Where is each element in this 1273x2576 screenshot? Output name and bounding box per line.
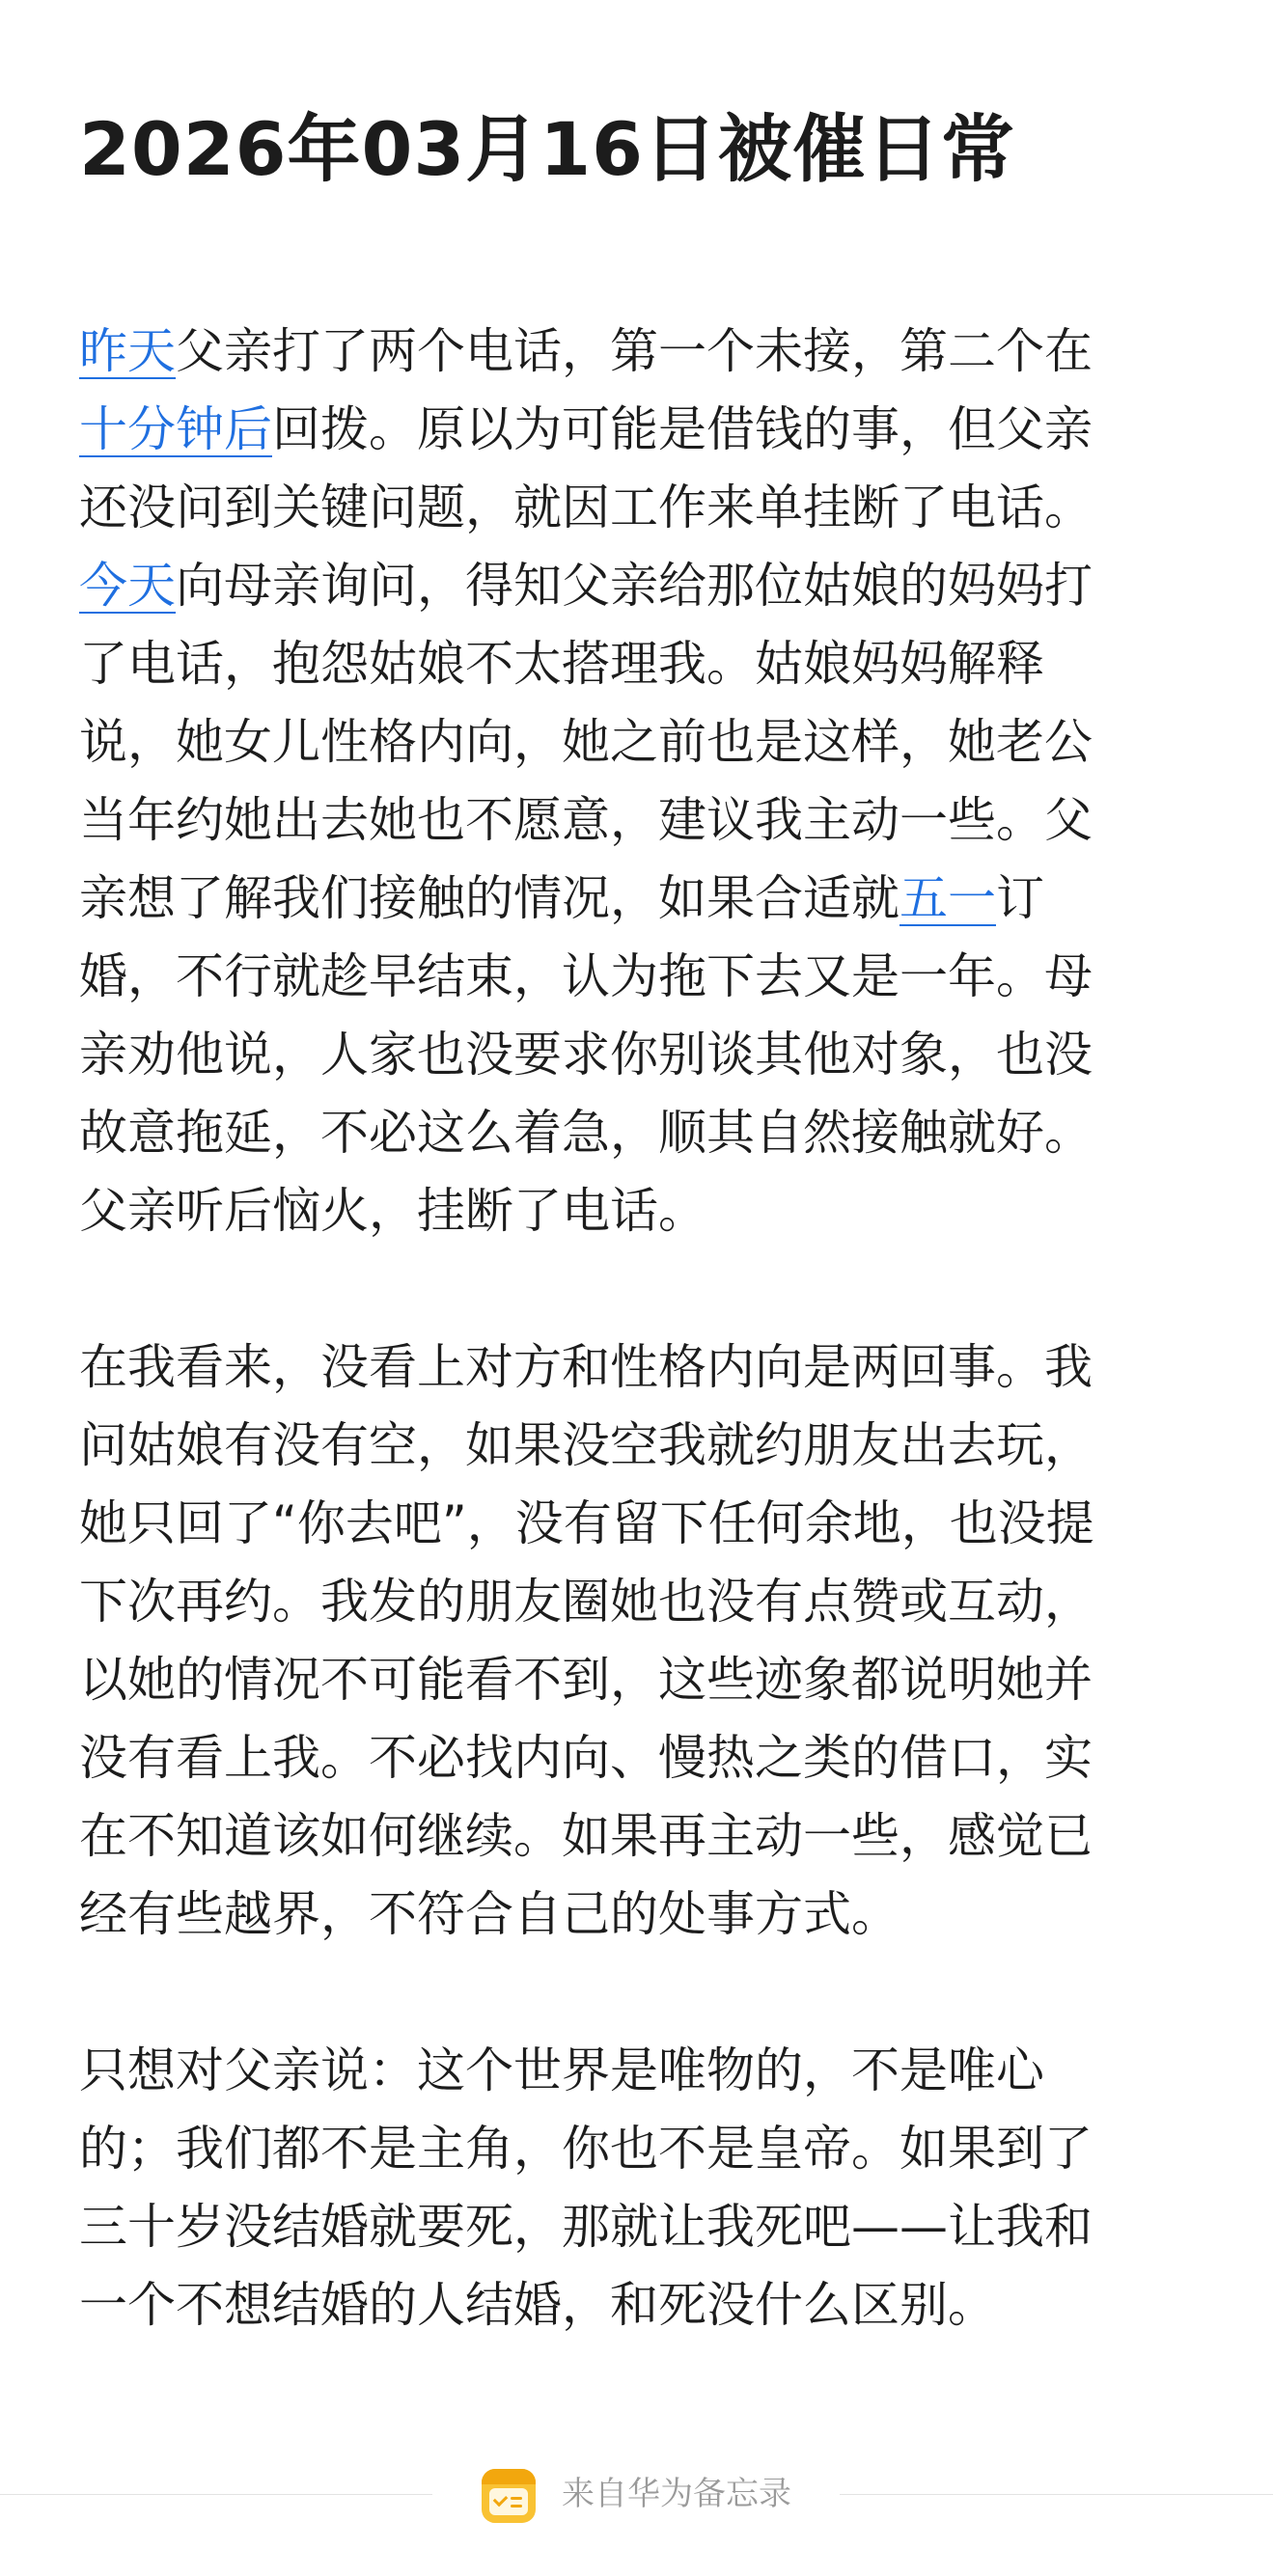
text-line — [79, 1563, 1179, 1641]
text-segment: 没有看上我。不必找内向、慢热之类的借口，实 — [79, 1730, 1093, 1786]
text-segment: 回拨。原以为可能是借钱的事，但父亲 — [272, 401, 1093, 457]
source-footer — [0, 2465, 1273, 2523]
text-segment: 订 — [996, 870, 1044, 926]
text-line — [79, 1016, 1179, 1094]
text-segment: 亲想了解我们接触的情况，如果合适就 — [79, 870, 899, 926]
text-segment: 三十岁没结婚就要死，那就让我死吧——让我和 — [79, 2199, 1093, 2255]
date-link[interactable]: 昨天 — [79, 323, 176, 379]
text-segment: 一个不想结婚的人结婚，和死没什么区别。 — [79, 2277, 996, 2333]
text-segment: 问姑娘有没有空，如果没空我就约朋友出去玩， — [79, 1417, 1093, 1473]
text-segment: 父亲听后恼火，挂断了电话。 — [79, 1183, 706, 1239]
text-line — [79, 781, 1179, 860]
text-segment: 还没问到关键问题，就因工作来单挂断了电话。 — [79, 480, 1093, 535]
text-line — [79, 1876, 1179, 1954]
note-paragraph — [79, 2032, 1179, 2344]
text-line — [79, 860, 1179, 938]
note-body[interactable] — [79, 313, 1179, 2344]
text-line — [79, 625, 1179, 703]
text-line — [79, 469, 1179, 547]
text-line — [79, 1641, 1179, 1719]
memo-app-icon — [482, 2469, 536, 2523]
text-segment: 父亲打了两个电话，第一个未接，第二个在 — [176, 323, 1093, 379]
source-label: 来自华为备忘录 — [562, 2475, 791, 2513]
text-segment: 当年约她出去她也不愿意，建议我主动一些。父 — [79, 792, 1093, 848]
text-segment: 亲劝他说，人家也没要求你别谈其他对象，也没 — [79, 1027, 1093, 1082]
text-line — [79, 703, 1179, 781]
text-line — [79, 2110, 1179, 2188]
text-line — [79, 1797, 1179, 1876]
text-segment: 经有些越界，不符合自己的处事方式。 — [79, 1886, 899, 1942]
text-line — [79, 1329, 1179, 1407]
text-segment: 婚，不行就趁早结束，认为拖下去又是一年。母 — [79, 948, 1093, 1004]
text-segment: 了电话，抱怨姑娘不太搭理我。姑娘妈妈解释 — [79, 636, 1044, 692]
note-title: 2026年03月16日被催日常 — [79, 106, 1016, 192]
text-line — [79, 1172, 1179, 1250]
note-paragraph — [79, 313, 1179, 1250]
text-line — [79, 1094, 1179, 1172]
text-segment: 向母亲询问，得知父亲给那位姑娘的妈妈打 — [176, 558, 1093, 614]
text-segment: 故意拖延，不必这么着急，顺其自然接触就好。 — [79, 1105, 1093, 1161]
text-segment: 她只回了“你去吧”，没有留下任何余地，也没提 — [79, 1495, 1094, 1551]
text-segment: 以她的情况不可能看不到，这些迹象都说明她并 — [79, 1652, 1093, 1708]
text-segment: 的；我们都不是主角，你也不是皇帝。如果到了 — [79, 2121, 1093, 2177]
text-line — [79, 1719, 1179, 1797]
text-line — [79, 391, 1179, 469]
text-line — [79, 2266, 1179, 2344]
text-line — [79, 1485, 1179, 1563]
text-line — [79, 938, 1179, 1016]
text-segment: 在不知道该如何继续。如果再主动一些，感觉已 — [79, 1808, 1093, 1864]
date-link[interactable]: 十分钟后 — [79, 401, 272, 457]
text-segment: 下次再约。我发的朋友圈她也没有点赞或互动， — [79, 1574, 1093, 1630]
footer-divider-right — [840, 2494, 1273, 2495]
text-line — [79, 2188, 1179, 2266]
text-line — [79, 547, 1179, 625]
text-segment: 说，她女儿性格内向，她之前也是这样，她老公 — [79, 714, 1093, 770]
text-line — [79, 1407, 1179, 1485]
note-paragraph — [79, 1329, 1179, 1954]
text-segment: 在我看来，没看上对方和性格内向是两回事。我 — [79, 1339, 1093, 1395]
text-line — [79, 2032, 1179, 2110]
date-link[interactable]: 五一 — [899, 870, 996, 926]
date-link[interactable]: 今天 — [79, 558, 176, 614]
footer-divider-left — [0, 2494, 432, 2495]
text-segment: 只想对父亲说：这个世界是唯物的，不是唯心 — [79, 2042, 1044, 2098]
text-line — [79, 313, 1179, 391]
